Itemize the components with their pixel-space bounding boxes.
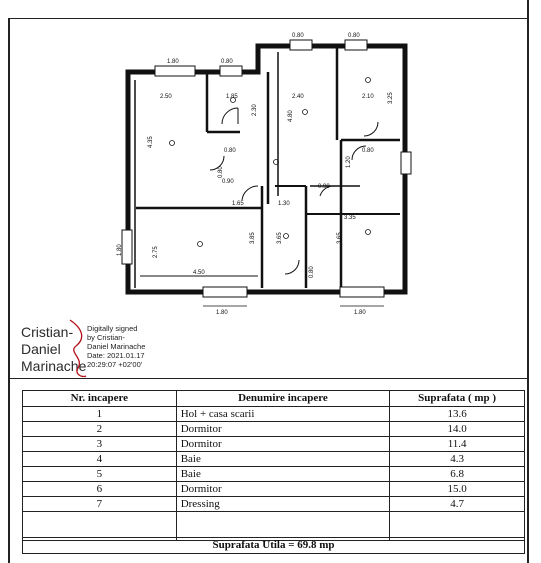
- room-marker: [366, 230, 371, 235]
- dim-label: 0.90: [318, 184, 330, 190]
- cell-area: 15.0: [390, 482, 525, 497]
- dim-label: 3.65: [277, 232, 283, 244]
- cell-name: Dormitor: [176, 422, 390, 437]
- table-row: [23, 452, 525, 467]
- cell-nr: 7: [23, 497, 177, 512]
- dim-label: 0.80: [218, 166, 224, 178]
- cell-area: 14.0: [390, 422, 525, 437]
- room-marker: [366, 78, 371, 83]
- window-top-4: [345, 40, 367, 50]
- cell-area: 6.8: [390, 467, 525, 482]
- dim-label: 0.80: [292, 33, 304, 39]
- table-row: [23, 467, 525, 482]
- cell-nr: 4: [23, 452, 177, 467]
- room-marker: [303, 110, 308, 115]
- cell-nr: 1: [23, 407, 177, 422]
- table-header-row: [23, 391, 525, 407]
- dim-label: 1.80: [216, 310, 228, 316]
- dim-label: 3.65: [337, 232, 343, 244]
- table-row: [23, 497, 525, 512]
- signer-name-line-3: Marinache: [21, 358, 87, 374]
- dim-label: 2.10: [362, 94, 374, 100]
- cell-area: 4.7: [390, 497, 525, 512]
- signature-detail-line-5: 20:29:07 +02'00': [87, 360, 143, 369]
- cell-name: Baie: [176, 452, 390, 467]
- cell-area: 4.3: [390, 452, 525, 467]
- column-header-area: Suprafata ( mp ): [390, 391, 525, 407]
- dim-label: 2.50: [160, 94, 172, 100]
- column-header-name: Denumire incapere: [176, 391, 390, 407]
- cell-nr: 5: [23, 467, 177, 482]
- door-swing: [285, 260, 299, 274]
- door-swing: [364, 122, 378, 136]
- dim-label: 0.80: [309, 266, 315, 278]
- dim-label: 1.80: [167, 59, 179, 65]
- dim-label: 0.80: [221, 59, 233, 65]
- cell-name: Dormitor: [176, 482, 390, 497]
- room-marker: [284, 234, 289, 239]
- dim-label: 3.35: [344, 215, 356, 221]
- dim-label: 1.85: [226, 94, 238, 100]
- room-marker: [198, 242, 203, 247]
- dim-label: 4.50: [193, 270, 205, 276]
- signature-detail-line-4: Date: 2021.01.17: [87, 351, 145, 360]
- dim-label: 1.80: [117, 244, 123, 256]
- column-header-nr: Nr. incapere: [23, 391, 177, 407]
- door-swing: [242, 186, 258, 200]
- signature-detail-line-3: Daniel Marinache: [87, 342, 146, 351]
- dim-label: 3.25: [388, 92, 394, 104]
- window-top-3: [290, 40, 312, 50]
- dim-label: 2.40: [292, 94, 304, 100]
- cell-area: 13.6: [390, 407, 525, 422]
- table-row: [23, 407, 525, 422]
- room-marker: [170, 141, 175, 146]
- window-top-2: [220, 66, 242, 76]
- signature-detail-line-1: Digitally signed: [87, 324, 138, 333]
- cell-name: Baie: [176, 467, 390, 482]
- cell-name: Hol + casa scarii: [176, 407, 390, 422]
- dim-label: 3.85: [250, 232, 256, 244]
- dim-label: 4.80: [288, 110, 294, 122]
- dim-label: 1.20: [346, 156, 352, 168]
- cell-name: Dormitor: [176, 437, 390, 452]
- total-area-row: Suprafata Utila = 69.8 mp: [22, 537, 525, 554]
- cell-area: 11.4: [390, 437, 525, 452]
- signer-name-line-2: Daniel: [21, 341, 61, 357]
- cell-nr: 3: [23, 437, 177, 452]
- cell-nr: 2: [23, 422, 177, 437]
- cell-name: Dressing: [176, 497, 390, 512]
- window-bottom-2: [340, 287, 384, 297]
- window-right: [401, 152, 411, 174]
- outer-walls: [128, 46, 405, 292]
- dim-label: 1.80: [354, 310, 366, 316]
- dim-label: 2.75: [153, 246, 159, 258]
- cell-nr: 6: [23, 482, 177, 497]
- rooms-table: [22, 390, 525, 541]
- table-row: [23, 437, 525, 452]
- window-left: [122, 230, 132, 264]
- dim-label: 2.30: [252, 104, 258, 116]
- dim-label: 1.30: [278, 201, 290, 207]
- dim-label: 4.35: [148, 136, 154, 148]
- window-bottom-1: [203, 287, 247, 297]
- signature-detail-line-2: by Cristian-: [87, 333, 125, 342]
- dim-label: 0.80: [224, 148, 236, 154]
- door-swing: [222, 108, 238, 124]
- dim-label: 0.80: [348, 33, 360, 39]
- window-top-1: [155, 66, 195, 76]
- dim-label: 1.65: [232, 201, 244, 207]
- dim-label: 0.90: [222, 179, 234, 185]
- dim-label: 0.80: [362, 148, 374, 154]
- signer-name-line-1: Cristian-: [21, 324, 74, 340]
- table-row: [23, 422, 525, 437]
- table-row: [23, 482, 525, 497]
